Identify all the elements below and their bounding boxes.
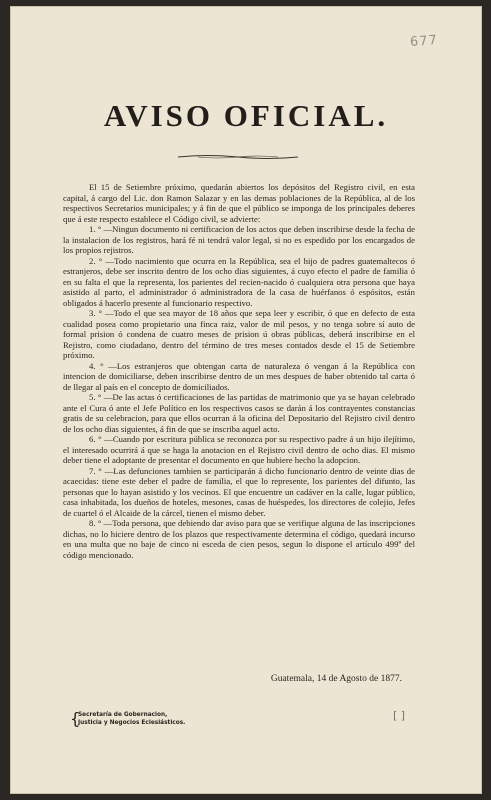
article-7: 7. ° —Las defunciones tambien se participarán á dicho funcionario dentro de veinte dias de acaecidas: tiene este deber el padre de familia, el que lo represente, los parientes del difunto, las personas que lo hayan asistido y los vecinos. El que encuentre un cadáver en la calle, lugar público, casa inhabitada, los dueños de hoteles, mesones, casas de huéspedes, los directores de colejio, Jefes de cuartel ó el Alcaide de la cárcel, tienen el mismo deber. <box>63 465 415 518</box>
stamp-mark: [ ] <box>393 709 406 722</box>
office-line-2: Justicia y Negocios Eclesiásticos. <box>78 720 186 726</box>
office-line-1: Secretaría de Gobernacion, <box>78 712 168 718</box>
issuing-office <box>70 709 186 728</box>
brace-icon: { <box>70 709 81 728</box>
article-5: 5. ° —De las actas ó certificaciones de las partidas de matrimonio que ya se hayan celebrado ante el Cura ó ante el Jefe Político en los respectivos casos se darán á los contrayentes constancias gratis de su celebracion, para que ellos ocurran á la oficina del Depositario del Rejistro civil dentro de los ocho dias siguientes, á fin de que se inscriba aquel acto. <box>63 392 415 434</box>
article-1: 1. ° —Ningun documento ni certificacion de los actos que deben inscribirse desde la fecha de la instalacion de los registros, hará fé ni tendrá valor legal, si no es espedido por los encargados de los propios rejistros. <box>63 224 415 255</box>
notice-body <box>63 182 415 560</box>
date-signature: Guatemala, 14 de Agosto de 1877. <box>270 674 402 684</box>
document-sheet <box>10 6 482 794</box>
decorative-rule-icon <box>178 152 298 162</box>
pencil-annotation: 677 <box>409 33 439 50</box>
article-2: 2. ° —Todo nacimiento que ocurra en la República, sea el hijo de padres guatemaltecos ó estranjeros, debe ser inscrito dentro de los ocho dias siguientes, á cuyo efecto el padre de familia ó en su falta el que la representa, los parientes del recien-nacido ó cualquiera otra persona que haya asistido al parto, el administrador ó administradora de la casa de huérfanos ó espósitos, están obligados á hacerlo presente al funcionario respectivo. <box>63 255 415 308</box>
intro-paragraph: El 15 de Setiembre próximo, quedarán abiertos los depósitos del Registro civil, en esta capital, á cargo del Lic. don Ramon Salazar y en las demas poblaciones de la República, al de los respectivos Secretarios municipales; y á fin de que el público se imponga de los principales deberes que á este respecto establece el Código civil, se advierte: <box>63 182 415 224</box>
article-6: 6. ° —Cuando por escritura pública se reconozca por su respectivo padre á un hijo ilejítimo, el interesado ocurrirá á que se haga la anotacion en el Rejistro civil dentro de ocho dias. El mismo deber tiene el adoptante de presentar el documento en que hubiere hecho la adopcion. <box>63 434 415 465</box>
article-3: 3. ° —Todo el que sea mayor de 18 años que sepa leer y escribir, ó que en defecto de esta cualidad posea como propietario una finca raiz, valor de mil pesos, y no tenga sobre sí auto de formal prision ó condena de cuatro meses de prision ú obras públicas, deberá inscribirse en el Rejistro, como ciudadano, dentro del término de tres meses contados desde el 15 de Setiembre próximo. <box>63 308 415 360</box>
article-8: 8. ° —Toda persona, que debiendo dar aviso para que se verifique alguna de las inscripciones dichas, no lo hiciere dentro de los plazos que respectivamente determina el código, quedará incurso en una multa que no baje de cinco ni esceda de cien pesos, segun lo dispone el artículo 499º del código mencionado. <box>63 518 415 560</box>
article-4: 4. ° —Los estranjeros que obtengan carta de naturaleza ó vengan á la República con intencion de domiciliarse, deben inscribirse dentro de un mes despues de haber obtenido tal carta ó de llegar al país en el concepto de domiciliados. <box>63 360 415 392</box>
document-title: AVISO OFICIAL. <box>103 98 389 133</box>
